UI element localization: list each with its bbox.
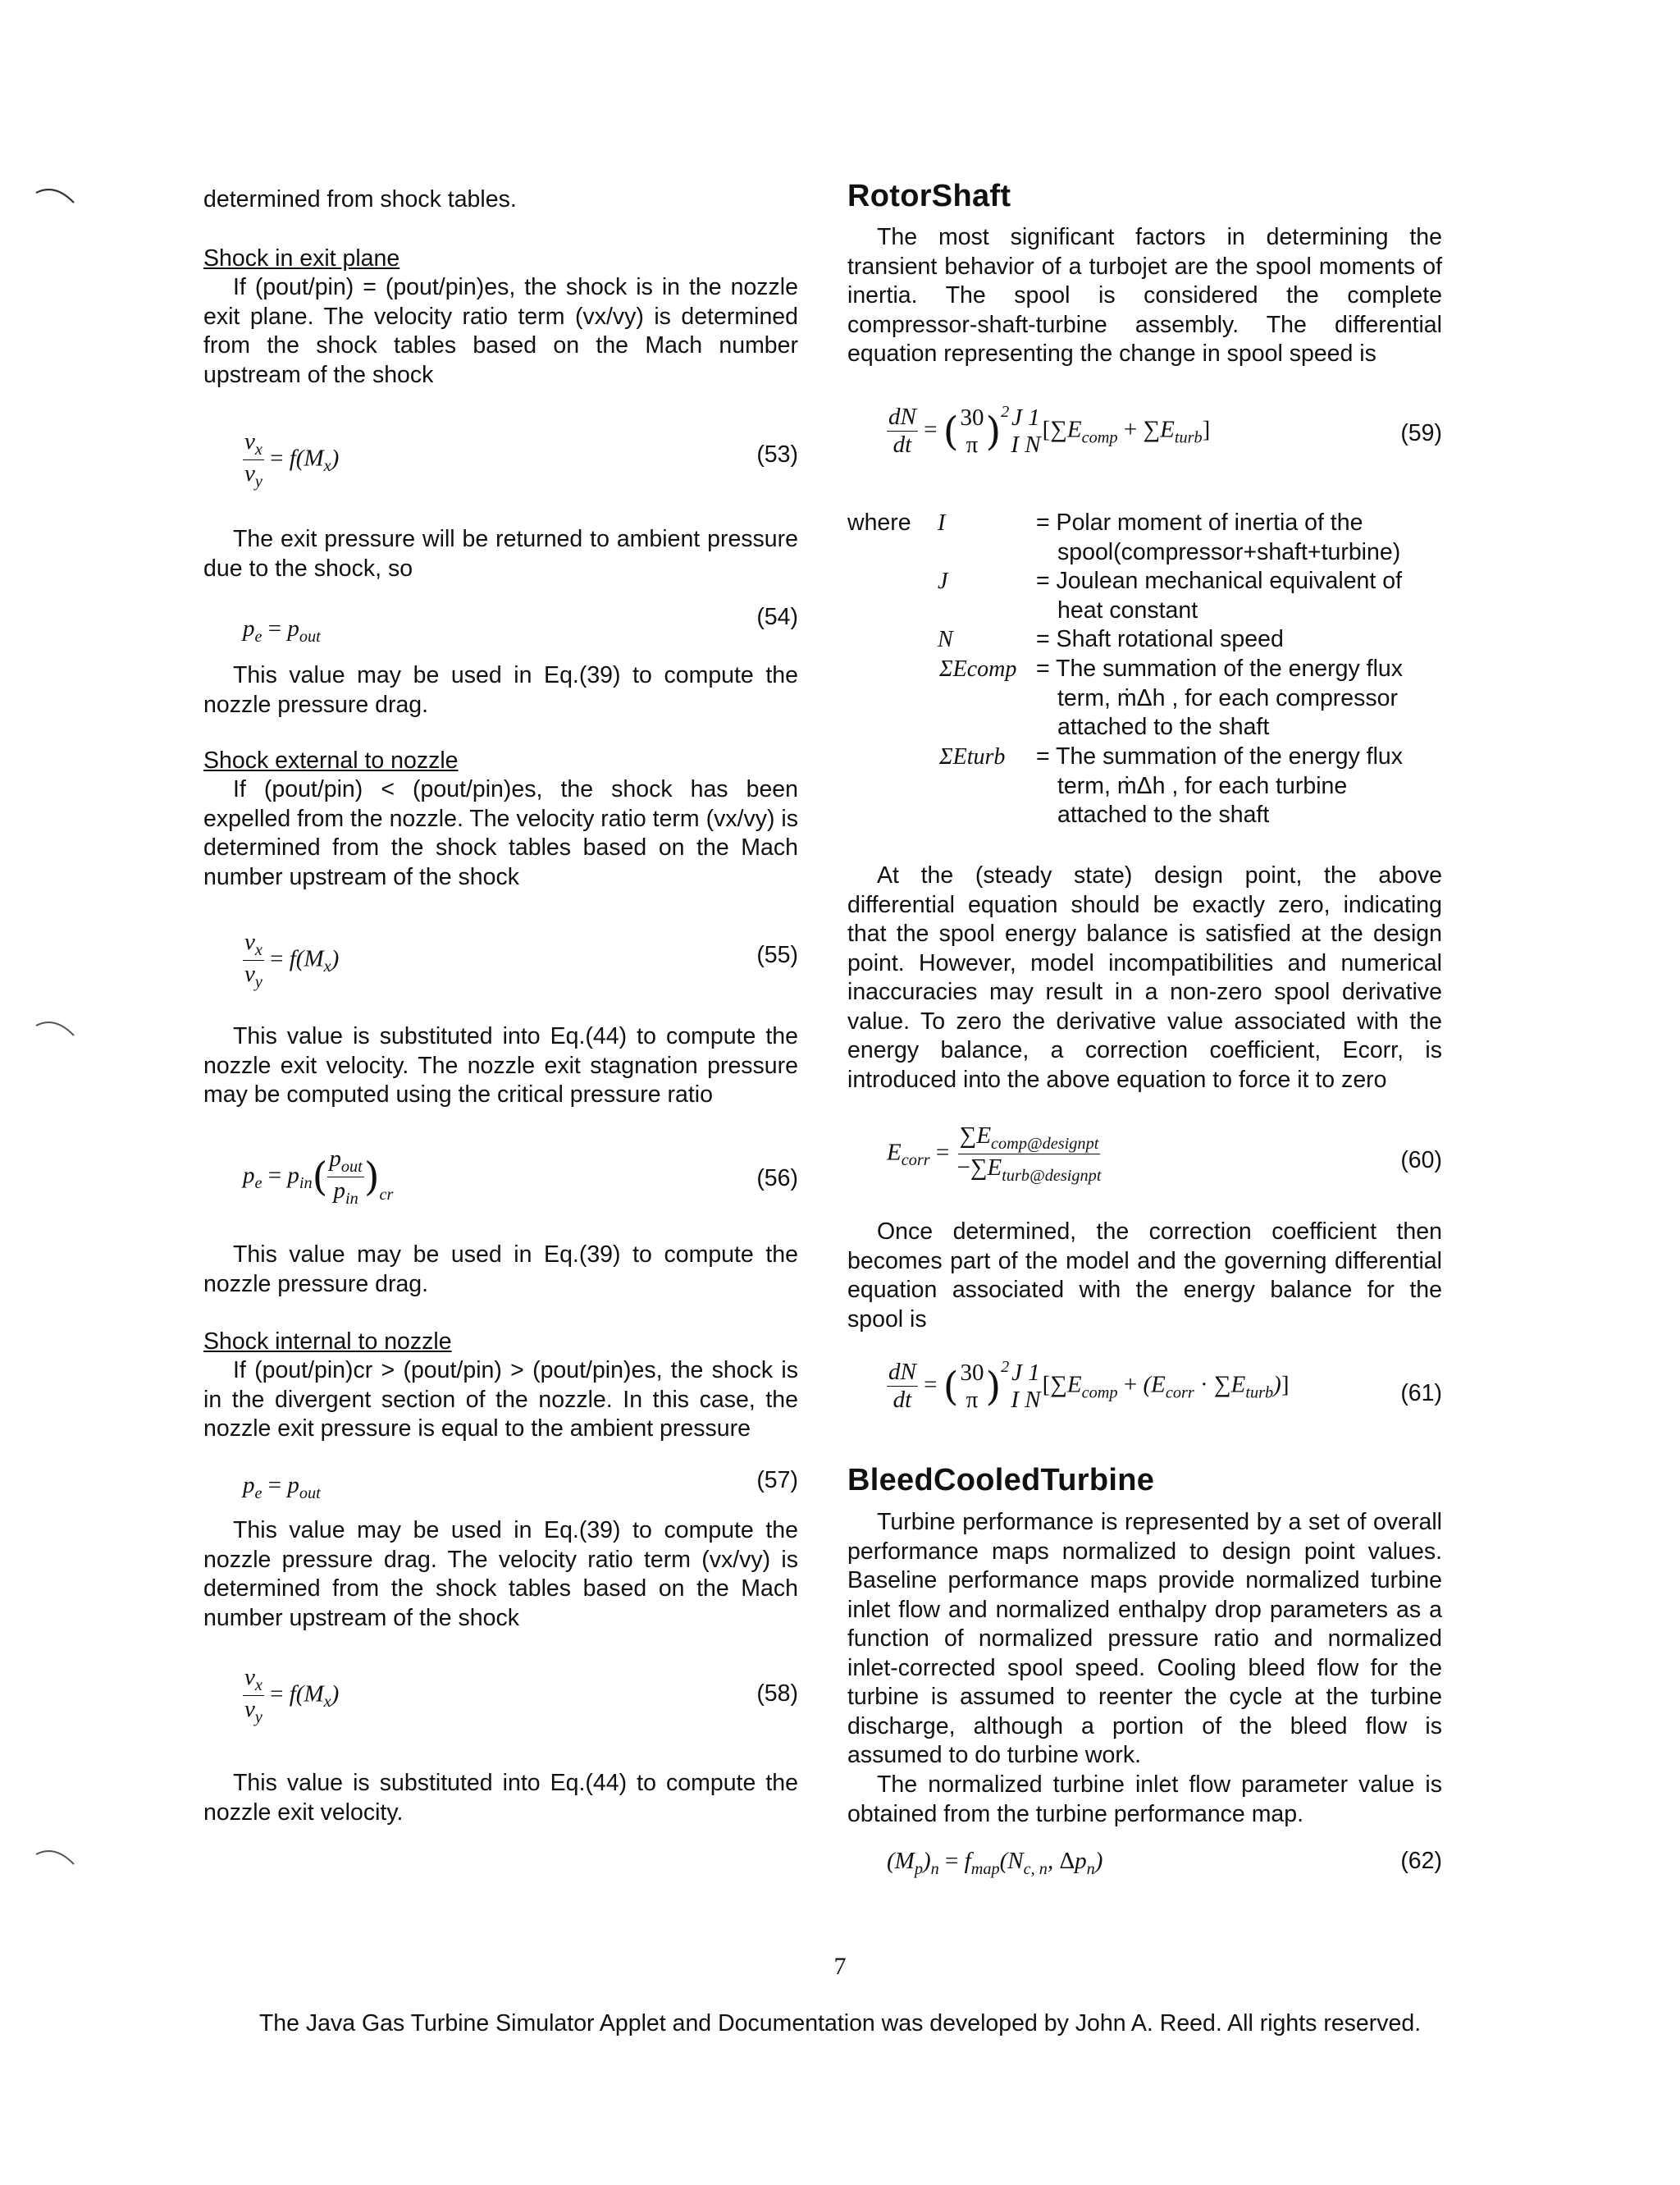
equation-57: $p_e = p_{out}$ (57) [243, 1467, 798, 1502]
paragraph: If (pout/pin) = (pout/pin)es, the shock is in the nozzle exit plane. The velocity ratio term (vx/vy) is determined from the shock tables based on the Mach number upstream of the shock [203, 274, 798, 388]
equation-61: $\frac{dN}{dt}$ = ( 30 π )$^2$ J 1 I N $[\sum E_{comp} + (E_{corr} \cdot \sum E_{turb})]$ (61) [888, 1357, 1442, 1414]
paragraph: This value is substituted into Eq.(44) to compute the nozzle exit velocity. The nozzle exit stagnation pressure may be computed using the critical pressure ratio [203, 1023, 798, 1108]
paragraph: The most significant factors in determining the transient behavior of a turbojet are the spool moments of inertia. The spool is considered the complete compressor-shaft-turbine assembly. The differential equation representing the change in spool speed is [847, 224, 1442, 367]
section-heading-shock-internal: Shock internal to nozzle [203, 1328, 452, 1355]
equation-55: $\frac{v_x}{v_y}$ = $f(M_x)$ (55) [244, 929, 798, 991]
equation-56: $p_e = p_{in}$( $\frac{p_{out}}{p_{in}}$ )$_{cr}$ (56) [243, 1145, 798, 1208]
paragraph: Turbine performance is represented by a set of overall performance maps normalized to design point values. Baseline performance maps provide normalized turbine inlet flow and normalized enthalpy drop parameters as a function of normalized pressure ratio and normalized inlet-corrected spool speed. Cooling bleed flow for the turbine is assumed to reenter the cycle at the turbine discharge, although a portion of the bleed flow is assumed to do turbine work. [847, 1509, 1442, 1768]
paragraph: Once determined, the correction coefficient then becomes part of the model and the governing differential equation associated with the energy balance for the spool is [847, 1218, 1442, 1332]
section-heading-shock-exit-plane: Shock in exit plane [203, 245, 400, 272]
paragraph: This value is substituted into Eq.(44) to compute the nozzle exit velocity. [203, 1770, 798, 1826]
equation-62: $(M_p)_n = f_{map}(N_{c, n}$, $\Delta p_n$) (62) [887, 1848, 1442, 1878]
paragraph: The exit pressure will be returned to ambient pressure due to the shock, so [203, 526, 798, 582]
page-number: 7 [833, 1953, 847, 1980]
margin-mark [34, 1017, 84, 1050]
paragraph: At the (steady state) design point, the above differential equation should be exactly zero, indicating that the spool energy balance is satisfied at the design point. However, model incompatibilities and numerical inaccuracies may result in a non-zero spool derivative value. To zero the derivative value associated with the energy balance, a correction coefficient, Ecorr, is introduced into the above equation to force it to zero [847, 862, 1442, 1093]
paragraph: If (pout/pin) < (pout/pin)es, the shock has been expelled from the nozzle. The velocity ratio term (vx/vy) is determined from the shock tables based on the Mach number upstream of the shock [203, 776, 798, 890]
section-title-rotorshaft: RotorShaft [847, 179, 1011, 213]
equation-59: $\frac{dN}{dt}$ = ( 30 π )$^2$ J 1 I N $[\sum E_{comp} + \sum E_{turb}]$ (59) [888, 402, 1442, 459]
section-heading-shock-external: Shock external to nozzle [203, 747, 459, 774]
equation-54: $p_e = p_{out}$ (54) [243, 604, 798, 646]
margin-mark [34, 1846, 84, 1879]
equation-53: $\frac{v_x}{v_y}$ = $f(M_x)$ (53) [244, 428, 798, 491]
section-title-bleedcooledturbine: BleedCooledTurbine [847, 1463, 1155, 1497]
paragraph: The normalized turbine inlet flow parameter value is obtained from the turbine performance map. [847, 1771, 1442, 1827]
paragraph: This value may be used in Eq.(39) to compute the nozzle pressure drag. The velocity ratio term (vx/vy) is determined from the shock tables based on the Mach number upstream of the shock [203, 1517, 798, 1631]
paragraph: determined from shock tables. [203, 186, 517, 213]
equation-58: $\frac{v_x}{v_y}$ = $f(M_x)$ (58) [244, 1664, 798, 1726]
paragraph: This value may be used in Eq.(39) to compute the nozzle pressure drag. [203, 1241, 798, 1297]
footer-copyright: The Java Gas Turbine Simulator Applet and Documentation was developed by John A. Reed. All rights reserved. [258, 2010, 1422, 2036]
paragraph: If (pout/pin)cr > (pout/pin) > (pout/pin)es, the shock is in the divergent section of the nozzle. In this case, the nozzle exit pressure is equal to the ambient pressure [203, 1357, 798, 1442]
margin-mark [34, 185, 84, 217]
paragraph: This value may be used in Eq.(39) to compute the nozzle pressure drag. [203, 662, 798, 718]
equation-60: $E_{corr}$ = $\frac{\sum E_{comp@designpt}}{-\sum E_{turb@designpt}}$ (60) [887, 1122, 1442, 1185]
where-label: where [847, 510, 911, 536]
